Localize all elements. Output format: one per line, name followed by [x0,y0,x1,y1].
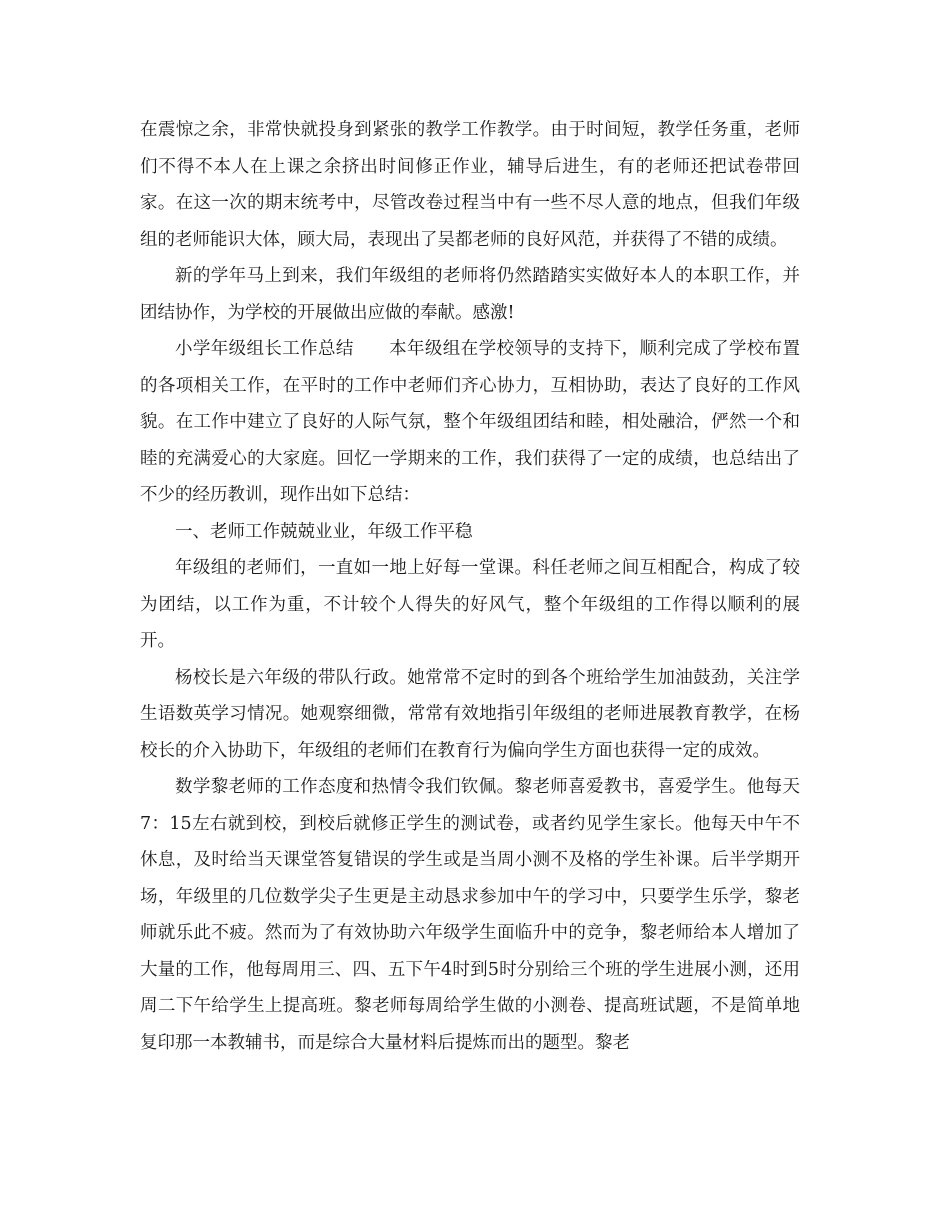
summary-title: 小学年级组长工作总结 [175,339,354,359]
summary-intro-text: 本年级组在学校领导的支持下，顺利完成了学校布置的各项相关工作，在平时的工作中老师们齐心协力，互相协助，表达了良好的工作风貌。在工作中建立了良好的人际气氛，整个年级组团结和睦，相处融洽，俨然一个和睦的充满爱心的大家庭。回忆一学期来的工作，我们获得了一定的成绩，也总结出了不少的经历教训，现作出如下总结： [140,339,801,505]
document-body [140,112,800,1061]
paragraph-principal-yang: 杨校长是六年级的带队行政。她常常不定时的到各个班给学生加油鼓劲，关注学生语数英学习情况。她观察细微，常常有效地指引年级组的老师进展教育教学，在杨校长的介入协助下，年级组的老师们在教育行为偏向学生方面也获得一定的成效。 [140,667,800,761]
section-heading-1: 一、老师工作兢兢业业，年级工作平稳 [175,521,473,542]
paragraph-summary-intro [140,331,800,514]
paragraph-new-school-year: 新的学年马上到来，我们年级组的老师将仍然踏踏实实做好本人的本职工作，并团结协作，为学校的开展做出应做的奉献。感激! [140,266,800,323]
paragraph-math-teacher-li: 数学黎老师的工作态度和热情令我们钦佩。黎老师喜爱教书，喜爱学生。他每天7：15左右就到校，到校后就修正学生的测试卷，或者约见学生家长。他每天中午不休息，及时给当天课堂答复错误的学生或是当周小测不及格的学生补课。后半学期开场，年级里的几位数学尖子生更是主动恳求参加中午的学习中，只要学生乐学，黎老师就乐此不疲。然而为了有效协助六年级学生面临升中的竞争，黎老师给本人增加了大量的工作，他每周用三、四、五下午4时到5时分别给三个班的学生进展小测，还用周二下午给学生上提高班。黎老师每周给学生做的小测卷、提高班试题，不是简单地复印那一本教辅书，而是综合大量材料后提炼而出的题型。黎老 [140,777,800,1053]
paragraph-teachers: 年级组的老师们，一直如一地上好每一堂课。科任老师之间互相配合，构成了较为团结，以工作为重，不计较个人得失的好风气，整个年级组的工作得以顺利的展开。 [140,558,800,651]
paragraph-continuation: 在震惊之余，非常快就投身到紧张的教学工作教学。由于时间短，教学任务重，老师们不得不本人在上课之余挤出时间修正作业，辅导后进生，有的老师还把试卷带回家。在这一次的期末统考中，尽管改卷过程当中有一些不尽人意的地点，但我们年级组的老师能识大体，顾大局，表现出了吴都老师的良好风范，并获得了不错的成绩。 [140,120,800,250]
